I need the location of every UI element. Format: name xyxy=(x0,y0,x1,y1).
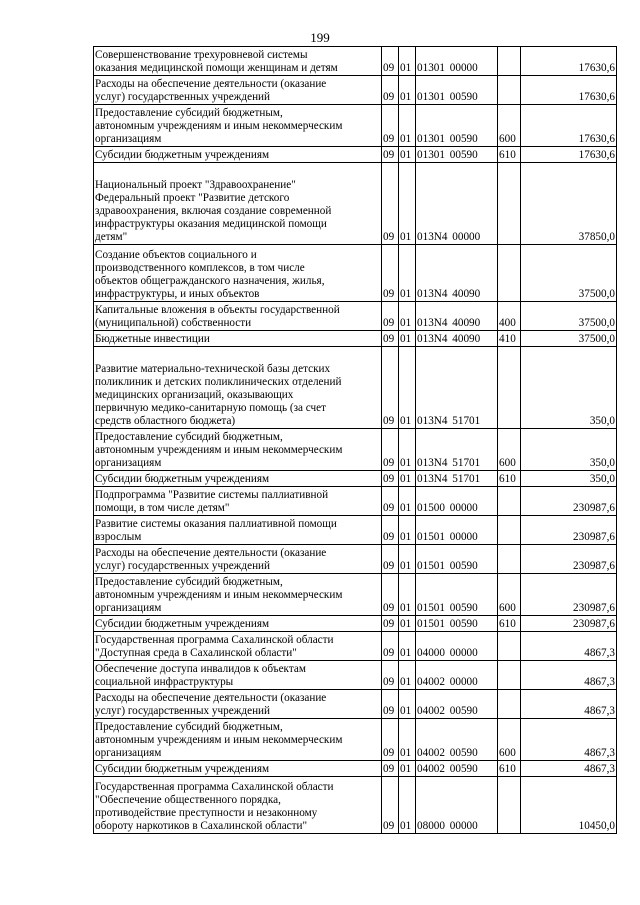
table-row xyxy=(94,147,617,163)
row-csr-cell: 013N4 00000 xyxy=(416,163,498,245)
row-sum-cell: 17630,6 xyxy=(521,47,617,76)
row-gr-cell: 09 xyxy=(382,761,399,777)
row-sum-cell: 17630,6 xyxy=(521,76,617,105)
row-vr-cell xyxy=(498,516,521,545)
row-name-cell: Предоставление субсидий бюджетным, автономным учреждениям и иным некоммерческим организациям xyxy=(94,574,382,616)
row-name-cell: Расходы на обеспечение деятельности (оказание услуг) государственных учреждений xyxy=(94,545,382,574)
row-vr-cell xyxy=(498,487,521,516)
row-gr-cell: 09 xyxy=(382,302,399,331)
row-pz-cell: 01 xyxy=(399,76,416,105)
row-gr-cell: 09 xyxy=(382,147,399,163)
table-row xyxy=(94,616,617,632)
table-row xyxy=(94,487,617,516)
row-name-cell: Капитальные вложения в объекты государственной (муниципальной) собственности xyxy=(94,302,382,331)
row-vr-cell xyxy=(498,690,521,719)
row-sum-cell: 4867,3 xyxy=(521,761,617,777)
table-row xyxy=(94,719,617,761)
row-sum-cell: 4867,3 xyxy=(521,661,617,690)
table-row xyxy=(94,429,617,471)
row-gr-cell: 09 xyxy=(382,163,399,245)
row-pz-cell: 01 xyxy=(399,347,416,429)
row-name-cell: Субсидии бюджетным учреждениям xyxy=(94,761,382,777)
row-csr-cell: 04002 00590 xyxy=(416,719,498,761)
row-pz-cell: 01 xyxy=(399,690,416,719)
table-row xyxy=(94,632,617,661)
row-vr-cell: 610 xyxy=(498,471,521,487)
table-row xyxy=(94,516,617,545)
row-pz-cell: 01 xyxy=(399,302,416,331)
row-vr-cell: 600 xyxy=(498,105,521,147)
row-gr-cell: 09 xyxy=(382,105,399,147)
row-name-cell: Подпрограмма "Развитие системы паллиативной помощи, в том числе детям" xyxy=(94,487,382,516)
row-vr-cell xyxy=(498,347,521,429)
row-csr-cell: 013N4 51701 xyxy=(416,471,498,487)
row-sum-cell: 17630,6 xyxy=(521,105,617,147)
row-gr-cell: 09 xyxy=(382,516,399,545)
row-pz-cell: 01 xyxy=(399,777,416,834)
row-gr-cell: 09 xyxy=(382,632,399,661)
row-sum-cell: 230987,6 xyxy=(521,616,617,632)
row-sum-cell: 230987,6 xyxy=(521,487,617,516)
row-csr-cell: 01301 00000 xyxy=(416,47,498,76)
row-vr-cell: 400 xyxy=(498,302,521,331)
row-vr-cell: 610 xyxy=(498,761,521,777)
table-row xyxy=(94,347,617,429)
table-row xyxy=(94,761,617,777)
table-row xyxy=(94,777,617,834)
row-vr-cell: 410 xyxy=(498,331,521,347)
row-csr-cell: 04000 00000 xyxy=(416,632,498,661)
row-name-cell: Расходы на обеспечение деятельности (оказание услуг) государственных учреждений xyxy=(94,690,382,719)
row-pz-cell: 01 xyxy=(399,429,416,471)
row-pz-cell: 01 xyxy=(399,47,416,76)
row-sum-cell: 37850,0 xyxy=(521,163,617,245)
table-row xyxy=(94,471,617,487)
row-sum-cell: 17630,6 xyxy=(521,147,617,163)
row-csr-cell: 013N4 51701 xyxy=(416,347,498,429)
row-gr-cell: 09 xyxy=(382,487,399,516)
row-name-cell: Развитие материально-технической базы детских поликлиник и детских поликлинических отделений медицинских организаций, оказывающих первичную медико-санитарную помощь (за счет средств областного бюджета) xyxy=(94,347,382,429)
row-csr-cell: 04002 00000 xyxy=(416,661,498,690)
row-name-cell: Субсидии бюджетным учреждениям xyxy=(94,147,382,163)
row-csr-cell: 01500 00000 xyxy=(416,487,498,516)
table-row xyxy=(94,661,617,690)
row-csr-cell: 01301 00590 xyxy=(416,105,498,147)
row-gr-cell: 09 xyxy=(382,661,399,690)
row-pz-cell: 01 xyxy=(399,719,416,761)
row-gr-cell: 09 xyxy=(382,690,399,719)
row-name-cell: Государственная программа Сахалинской области "Обеспечение общественного порядка, противодействие преступности и незаконному обороту наркотиков в Сахалинской области" xyxy=(94,777,382,834)
row-pz-cell: 01 xyxy=(399,163,416,245)
row-pz-cell: 01 xyxy=(399,487,416,516)
table-row xyxy=(94,163,617,245)
row-gr-cell: 09 xyxy=(382,471,399,487)
row-name-cell: Совершенствование трехуровневой системы оказания медицинской помощи женщинам и детям xyxy=(94,47,382,76)
row-pz-cell: 01 xyxy=(399,516,416,545)
row-pz-cell: 01 xyxy=(399,616,416,632)
row-csr-cell: 04002 00590 xyxy=(416,690,498,719)
row-csr-cell: 013N4 40090 xyxy=(416,331,498,347)
row-gr-cell: 09 xyxy=(382,76,399,105)
row-gr-cell: 09 xyxy=(382,429,399,471)
row-csr-cell: 01501 00590 xyxy=(416,545,498,574)
row-pz-cell: 01 xyxy=(399,331,416,347)
row-name-cell: Расходы на обеспечение деятельности (оказание услуг) государственных учреждений xyxy=(94,76,382,105)
row-name-cell: Субсидии бюджетным учреждениям xyxy=(94,616,382,632)
row-csr-cell: 01501 00590 xyxy=(416,616,498,632)
row-vr-cell xyxy=(498,777,521,834)
row-gr-cell: 09 xyxy=(382,777,399,834)
row-gr-cell: 09 xyxy=(382,545,399,574)
table-row xyxy=(94,574,617,616)
row-csr-cell: 08000 00000 xyxy=(416,777,498,834)
row-gr-cell: 09 xyxy=(382,47,399,76)
row-name-cell: Создание объектов социального и производственного комплексов, в том числе объектов общегражданского назначения, жилья, инфраструктуры, и иных объектов xyxy=(94,245,382,302)
row-pz-cell: 01 xyxy=(399,661,416,690)
row-name-cell: Предоставление субсидий бюджетным, автономным учреждениям и иным некоммерческим организациям xyxy=(94,429,382,471)
row-name-cell: Национальный проект "Здравоохранение" Федеральный проект "Развитие детского здравоохранения, включая создание современной инфраструктуры оказания медицинской помощи детям" xyxy=(94,163,382,245)
row-pz-cell: 01 xyxy=(399,632,416,661)
row-vr-cell: 610 xyxy=(498,147,521,163)
row-pz-cell: 01 xyxy=(399,761,416,777)
row-pz-cell: 01 xyxy=(399,471,416,487)
budget-table xyxy=(93,46,617,834)
row-sum-cell: 4867,3 xyxy=(521,632,617,661)
row-sum-cell: 350,0 xyxy=(521,429,617,471)
row-sum-cell: 230987,6 xyxy=(521,574,617,616)
row-csr-cell: 01301 00590 xyxy=(416,76,498,105)
row-name-cell: Обеспечение доступа инвалидов к объектам социальной инфраструктуры xyxy=(94,661,382,690)
row-name-cell: Предоставление субсидий бюджетным, автономным учреждениям и иным некоммерческим организациям xyxy=(94,719,382,761)
table-row xyxy=(94,331,617,347)
row-name-cell: Субсидии бюджетным учреждениям xyxy=(94,471,382,487)
row-vr-cell: 600 xyxy=(498,429,521,471)
table-row xyxy=(94,47,617,76)
row-name-cell: Развитие системы оказания паллиативной помощи взрослым xyxy=(94,516,382,545)
row-sum-cell: 37500,0 xyxy=(521,245,617,302)
row-gr-cell: 09 xyxy=(382,719,399,761)
row-gr-cell: 09 xyxy=(382,616,399,632)
row-gr-cell: 09 xyxy=(382,574,399,616)
row-vr-cell xyxy=(498,245,521,302)
row-csr-cell: 01501 00590 xyxy=(416,574,498,616)
row-sum-cell: 10450,0 xyxy=(521,777,617,834)
page-number: 199 xyxy=(310,30,330,45)
table-row xyxy=(94,302,617,331)
row-sum-cell: 230987,6 xyxy=(521,545,617,574)
row-csr-cell: 013N4 51701 xyxy=(416,429,498,471)
row-csr-cell: 013N4 40090 xyxy=(416,245,498,302)
table-row xyxy=(94,76,617,105)
row-pz-cell: 01 xyxy=(399,245,416,302)
row-vr-cell xyxy=(498,632,521,661)
row-sum-cell: 230987,6 xyxy=(521,516,617,545)
table-row xyxy=(94,545,617,574)
row-vr-cell: 600 xyxy=(498,574,521,616)
row-vr-cell xyxy=(498,47,521,76)
row-name-cell: Государственная программа Сахалинской области "Доступная среда в Сахалинской области" xyxy=(94,632,382,661)
table-row xyxy=(94,245,617,302)
row-sum-cell: 4867,3 xyxy=(521,719,617,761)
row-vr-cell xyxy=(498,545,521,574)
row-name-cell: Бюджетные инвестиции xyxy=(94,331,382,347)
row-vr-cell: 600 xyxy=(498,719,521,761)
row-vr-cell: 610 xyxy=(498,616,521,632)
row-csr-cell: 04002 00590 xyxy=(416,761,498,777)
row-pz-cell: 01 xyxy=(399,545,416,574)
row-pz-cell: 01 xyxy=(399,147,416,163)
table-row xyxy=(94,690,617,719)
row-gr-cell: 09 xyxy=(382,347,399,429)
row-vr-cell xyxy=(498,163,521,245)
row-gr-cell: 09 xyxy=(382,331,399,347)
row-sum-cell: 350,0 xyxy=(521,347,617,429)
row-sum-cell: 350,0 xyxy=(521,471,617,487)
row-pz-cell: 01 xyxy=(399,574,416,616)
row-csr-cell: 013N4 40090 xyxy=(416,302,498,331)
row-sum-cell: 37500,0 xyxy=(521,302,617,331)
row-pz-cell: 01 xyxy=(399,105,416,147)
row-gr-cell: 09 xyxy=(382,245,399,302)
row-vr-cell xyxy=(498,76,521,105)
row-vr-cell xyxy=(498,661,521,690)
table-row xyxy=(94,105,617,147)
row-csr-cell: 01301 00590 xyxy=(416,147,498,163)
row-name-cell: Предоставление субсидий бюджетным, автономным учреждениям и иным некоммерческим организациям xyxy=(94,105,382,147)
row-sum-cell: 4867,3 xyxy=(521,690,617,719)
row-csr-cell: 01501 00000 xyxy=(416,516,498,545)
row-sum-cell: 37500,0 xyxy=(521,331,617,347)
